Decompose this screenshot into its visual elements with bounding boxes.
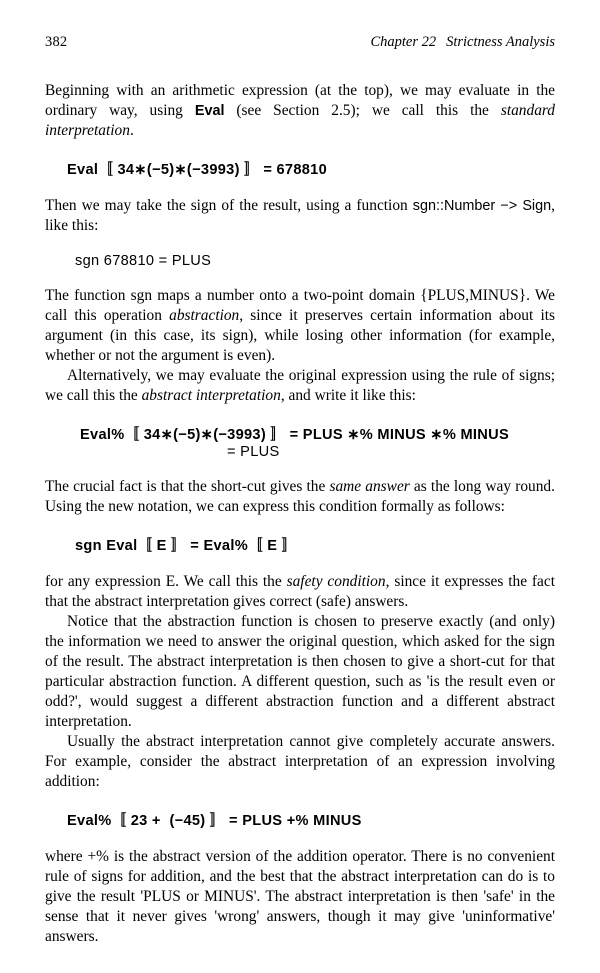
paragraph-9: where +% is the abstract version of the addition operator. There is no convenient rule of signs for addition, and the best that the abstract interpretation can do is to give the result 'PLUS or MINUS'. The abstract interpretation is then 'safe' in the sense that it never gives 'wrong' answers, though it may give 'uninformative' answers. bbox=[45, 848, 555, 946]
code-display-4-text: sgn Eval〚 E 〛 = Eval%〚 E 〛 bbox=[75, 538, 297, 555]
paragraph-6-text-b: , since it expresses the fact that the abstract interpretation gives correct (safe) answers. bbox=[45, 573, 555, 611]
code-display-5 bbox=[45, 809, 555, 830]
paragraph-7: Notice that the abstraction function is chosen to preserve exactly (and only) the information we need to answer the original question, which asked for the sign of the result. The abstract interpretation is then chosen to give a short-cut for that particular abstraction function. A different question, such as 'is the result even or odd?', would suggest a different abstraction function and a different abstract interpretation. bbox=[45, 613, 555, 731]
running-head bbox=[45, 34, 555, 51]
abstract-interpretation-term: abstract interpretation bbox=[141, 387, 281, 405]
standard-interpretation-term: standard interpretation bbox=[45, 102, 556, 140]
paragraph-3-text-a: The function sgn maps a number onto a two-point domain {PLUS,MINUS}. We call this operation bbox=[45, 287, 555, 325]
code-display-1 bbox=[45, 158, 555, 179]
code-display-3-line-2 bbox=[45, 444, 555, 460]
code-display-3-line-1-text: Eval%〚 34∗(−5)∗(−3993) 〛 = PLUS ∗% MINUS ∗% MINUS bbox=[80, 427, 509, 444]
code-display-2 bbox=[45, 253, 555, 269]
paragraph-4 bbox=[45, 366, 555, 406]
paragraph-6 bbox=[45, 572, 555, 612]
paragraph-8: Usually the abstract interpretation cannot give completely accurate answers. For example, consider the abstract interpretation of an expression involving addition: bbox=[45, 733, 555, 791]
paragraph-4-text-b: , and write it like this: bbox=[280, 387, 416, 405]
running-head-chapter: Chapter 22 bbox=[370, 34, 437, 50]
page-number: 382 bbox=[45, 34, 68, 50]
paragraph-3-text-b: , since it preserves certain information about its argument (in this case, its sign), while losing other information (for example, whether or not the argument is even). bbox=[45, 307, 555, 365]
paragraph-5-text-b: as the long way round. Using the new notation, we can express this condition formally as follows: bbox=[45, 478, 555, 516]
paragraph-5 bbox=[45, 477, 555, 517]
code-display-3-line-2-text: = PLUS bbox=[227, 444, 280, 461]
paragraph-1-text-b: (see Section 2.5); we call this the bbox=[224, 102, 501, 120]
paragraph-6-text-a: for any expression E. We call this the bbox=[45, 573, 287, 591]
code-display-5-text: Eval%〚 23 + (−45) 〛 = PLUS +% MINUS bbox=[67, 813, 362, 830]
same-answer-term: same answer bbox=[329, 478, 410, 496]
code-display-4 bbox=[45, 534, 555, 555]
eval-term: Eval bbox=[194, 103, 225, 120]
paragraph-1 bbox=[45, 81, 555, 141]
paragraph-4-text-a: Alternatively, we may evaluate the original expression using the rule of signs; we call this the bbox=[45, 367, 555, 405]
paragraph-1-text-a: Beginning with an arithmetic expression (at the top), we may evaluate in the ordinary way, using bbox=[45, 82, 555, 120]
code-display-1-text: Eval〚 34∗(−5)∗(−3993) 〛 = 678810 bbox=[67, 162, 328, 179]
paragraph-1-text-c: . bbox=[129, 122, 134, 140]
paragraph-5-text-a: The crucial fact is that the short-cut gives the bbox=[45, 478, 330, 496]
sgn-signature: sgn::Number −> Sign bbox=[412, 198, 552, 215]
code-display-3-line-1 bbox=[45, 423, 555, 444]
running-head-chapter-title: Strictness Analysis bbox=[446, 34, 555, 50]
abstraction-term: abstraction bbox=[169, 307, 240, 325]
running-head-title bbox=[370, 34, 555, 51]
paragraph-2 bbox=[45, 196, 555, 236]
paragraph-2-text-b: , like this: bbox=[45, 197, 555, 235]
code-display-3 bbox=[45, 423, 555, 460]
page-content bbox=[45, 34, 555, 947]
paragraph-2-text-a: Then we may take the sign of the result, using a function bbox=[45, 197, 413, 215]
paragraph-3 bbox=[45, 286, 555, 366]
code-display-2-text: sgn 678810 = PLUS bbox=[75, 253, 212, 270]
safety-condition-term: safety condition bbox=[286, 573, 386, 591]
